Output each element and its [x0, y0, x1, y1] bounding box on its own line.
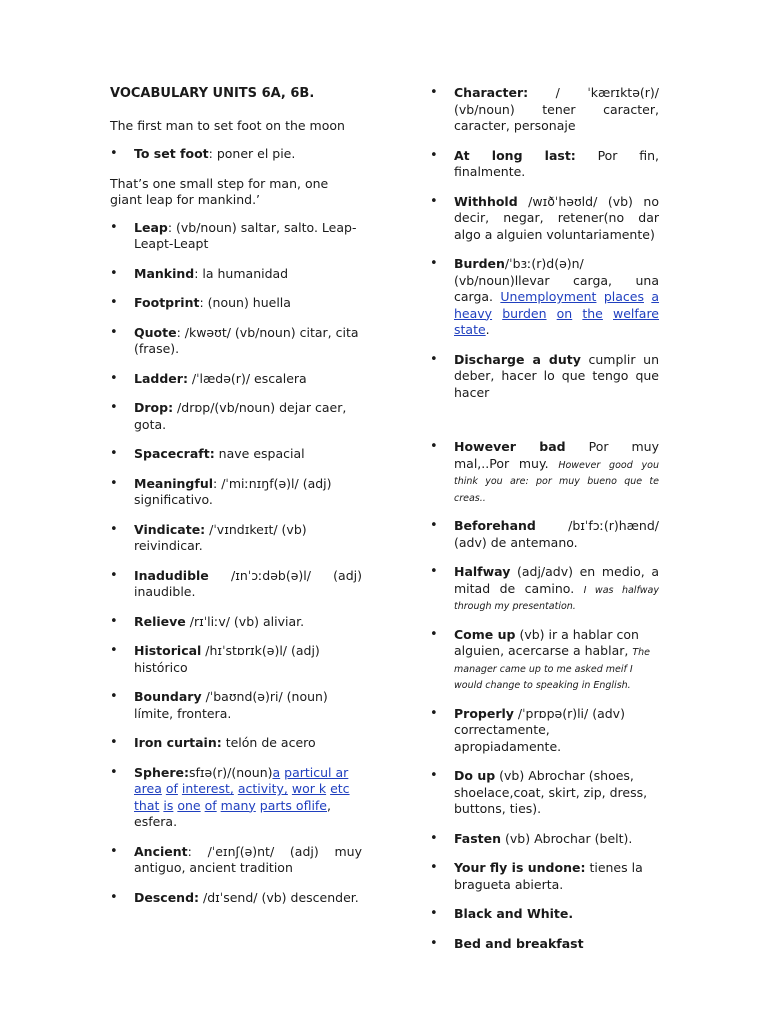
vocab-def: , esfera. [134, 797, 331, 829]
vocab-def: /ɪnˈɔːdəb(ə)l/ (adj) inaudible. [134, 567, 362, 599]
definition-link[interactable]: is [163, 797, 174, 813]
vocab-term: Do up [454, 768, 496, 783]
vocab-def: Por muy mal,..Por muy. [454, 439, 659, 471]
vocab-item [430, 564, 659, 614]
vocab-term: Inadudible [134, 567, 209, 583]
vocab-term: At long last: [454, 147, 576, 163]
example-sentence: The manager came up to me asked meif I would change to speaking in English. [454, 647, 650, 691]
vocab-def: : /ˈeɪnʃ(ə)nt/ (adj) muy antiguo, ancient tradition [134, 843, 362, 875]
example-link[interactable]: the [582, 305, 603, 321]
vocab-def: : /ˈmiːnɪŋf(ə)l/ (adj) significativo. [134, 475, 332, 507]
definition-link[interactable]: interest, [181, 781, 234, 796]
definition-link[interactable]: area [134, 781, 162, 796]
vocab-item [110, 689, 362, 722]
vocab-term: However bad [454, 439, 566, 454]
definition-link[interactable]: etc [330, 781, 350, 796]
vocab-item [430, 194, 659, 244]
right-column [430, 85, 659, 965]
vocab-list-b [110, 220, 362, 907]
definition-link[interactable]: of [165, 781, 178, 796]
definition-link[interactable]: that [134, 797, 160, 813]
vocab-def: tienes la bragueta abierta. [454, 860, 643, 892]
definition-link[interactable]: wor k [291, 781, 327, 796]
vocab-item [110, 295, 362, 312]
vocab-item [110, 890, 362, 907]
vocab-term: Bed and breakfast [454, 935, 584, 951]
example-link[interactable]: on [556, 305, 573, 321]
example-link[interactable]: Unemployment [500, 289, 597, 304]
vocab-item [430, 706, 659, 756]
example-link[interactable]: a [651, 289, 659, 304]
vocab-term: Your fly is undone: [454, 860, 586, 875]
vocab-term: Drop: [134, 400, 174, 415]
definition-link[interactable]: one [177, 797, 201, 813]
vocab-def: /wɪðˈhəʊld/ (vb) no decir, negar, retener(no dar algo a alguien voluntariamente) [454, 193, 659, 242]
vocab-item [430, 627, 659, 693]
vocab-term: Meaningful [134, 475, 214, 491]
vocab-term: Descend: [134, 889, 200, 905]
example-link[interactable]: state [454, 322, 486, 337]
vocab-term: Properly [454, 705, 514, 721]
vocab-def: nave espacial [214, 446, 305, 461]
vocab-item [110, 400, 362, 433]
document-title: VOCABULARY UNITS 6A, 6B. [110, 86, 315, 101]
definition-link[interactable]: of [204, 797, 217, 813]
vocab-item [110, 522, 362, 555]
vocab-item [110, 220, 362, 253]
vocab-term: Come up [454, 626, 516, 642]
example-link[interactable]: places [603, 289, 644, 304]
vocab-def: telón de acero [221, 735, 316, 750]
vocab-item-burden [430, 256, 659, 339]
example-link[interactable]: heavy [454, 305, 493, 321]
vocab-def: cumplir un deber, hacer lo que tengo que hacer [454, 351, 659, 400]
vocab-def: (vb) Abrochar (shoes, shoelace,coat, skirt, zip, dress, buttons, ties). [454, 768, 648, 816]
vocab-term: Vindicate: [134, 521, 206, 537]
vocab-def: . [485, 322, 490, 337]
vocab-item [430, 860, 659, 893]
vocab-list-c [430, 85, 659, 952]
vocab-item [110, 446, 362, 463]
vocab-item [110, 476, 362, 509]
vocab-def: (vb) Abrochar (belt). [501, 830, 633, 846]
vocab-term: Burden [454, 256, 505, 271]
definition-link[interactable]: activity, [237, 781, 288, 796]
vocab-def: : (vb/noun) saltar, salto. Leap-Leapt-Leapt [134, 219, 357, 251]
vocab-item [430, 439, 659, 505]
definition-link[interactable]: many [220, 797, 256, 813]
vocab-def: /ˈprɒpə(r)li/ (adv) correctamente, apropiadamente. [454, 705, 625, 754]
vocab-def: /dɪˈsend/ (vb) descender. [199, 889, 359, 905]
vocab-term: Relieve [134, 613, 186, 629]
vocab-item [110, 844, 362, 877]
vocab-item [430, 518, 659, 551]
vocab-term: Ladder: [134, 370, 188, 386]
vocab-term: Character: [454, 85, 529, 100]
vocab-item [430, 936, 659, 953]
vocab-term: Footprint [134, 295, 200, 310]
vocab-item [110, 325, 362, 358]
vocab-item [430, 148, 659, 181]
intro-text: The first man to set foot on the moon [110, 118, 345, 133]
vocab-term: Leap [134, 219, 168, 235]
vocab-term: Iron curtain: [134, 735, 222, 750]
vocab-def: : (noun) huella [199, 295, 291, 310]
vocab-item [110, 735, 362, 752]
vocab-term: Halfway [454, 564, 511, 579]
vocab-term: Fasten [454, 830, 502, 846]
vocab-term: Black and White. [454, 906, 574, 921]
vocab-item [430, 831, 659, 848]
vocab-term: Discharge a duty [454, 351, 581, 367]
vocab-def: /bɪˈfɔː(r)hænd/ (adv) de antemano. [454, 518, 659, 550]
left-column [110, 85, 362, 919]
vocab-item [110, 614, 362, 631]
quote-text: That’s one small step for man, one giant leap for mankind.’ [110, 175, 329, 207]
example-link[interactable]: burden [502, 305, 547, 321]
vocab-term: Ancient [134, 843, 188, 859]
vocab-item [110, 146, 362, 163]
vocab-list-a [110, 146, 362, 163]
vocab-def: : /kwəʊt/ (vb/noun) citar, cita (frase). [134, 324, 359, 356]
vocab-def: : poner el pie. [208, 146, 296, 161]
example-link[interactable]: welfare [613, 305, 660, 321]
vocab-item [430, 906, 659, 923]
vocab-def: /ˈbaʊnd(ə)ri/ (noun) límite, frontera. [134, 689, 328, 721]
vocab-term: Sphere: [134, 764, 189, 780]
vocab-item [110, 371, 362, 388]
vocab-def: /drɒp/(vb/noun) dejar caer, gota. [134, 400, 347, 432]
vocab-def: /hɪˈstɒrɪk(ə)l/ (adj) histórico [134, 643, 320, 675]
vocab-def: (vb) ir a hablar con alguien, acercarse a hablar, [454, 626, 639, 658]
vocab-def: (adj/adv) en medio, a mitad de camino. [454, 564, 659, 596]
definition-link[interactable]: particul ar [284, 764, 349, 780]
vocab-term: Beforehand [454, 518, 536, 533]
vocab-term: Withhold [454, 193, 518, 209]
vocab-def: Por fin, finalmente. [454, 147, 659, 179]
vocab-item [430, 352, 659, 402]
vocab-term: Spacecraft: [134, 446, 215, 461]
vocab-item [430, 768, 659, 818]
vocab-def: / ˈkærɪktə(r)/ (vb/noun) tener caracter, caracter, personaje [454, 85, 659, 133]
definition-link[interactable]: a [272, 764, 281, 780]
vocab-def: /ˈbɜː(r)d(ə)n/ (vb/noun)llevar carga, una carga. [454, 256, 659, 304]
example-sentence: I was halfway through my presentation. [454, 584, 659, 612]
vocab-term: Boundary [134, 689, 202, 704]
vocab-term: Mankind [134, 265, 195, 281]
vocab-item-sphere [110, 765, 362, 831]
vocab-item [110, 643, 362, 676]
vocab-term: To set foot [134, 146, 209, 161]
vocab-def: /ˈlædə(r)/ escalera [187, 370, 307, 386]
vocab-def: /rɪˈliːv/ (vb) aliviar. [185, 613, 305, 629]
vocab-term: Quote [134, 324, 177, 340]
vocab-item [430, 85, 659, 135]
vocab-term: Historical [134, 643, 202, 658]
vocab-item [110, 266, 362, 283]
definition-link[interactable]: parts oflife [259, 797, 328, 813]
vocab-def: /ˈvɪndɪkeɪt/ (vb) reivindicar. [134, 521, 307, 553]
example-sentence: However good you think you are: por muy bueno que te creas.. [454, 459, 659, 504]
vocab-item [110, 568, 362, 601]
vocab-def: : la humanidad [194, 265, 289, 281]
vocab-pron: sfɪə(r)/(noun) [188, 764, 273, 780]
